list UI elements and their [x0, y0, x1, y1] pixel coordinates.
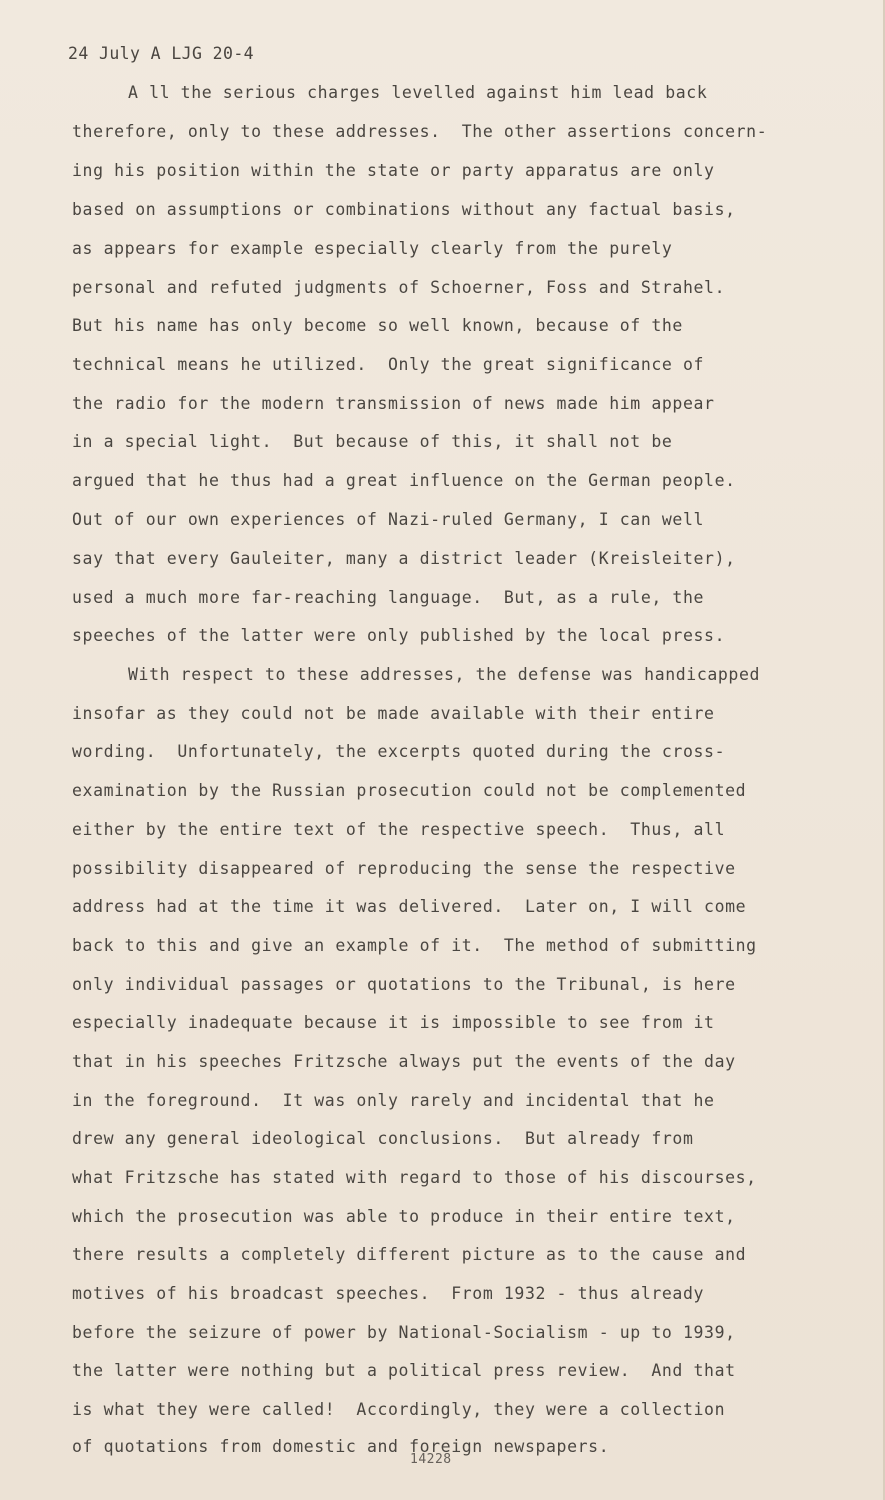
text-line: examination by the Russian prosecution could not be complemented	[72, 781, 747, 800]
text-line: wording. Unfortunately, the excerpts quoted during the cross-	[72, 742, 726, 761]
text-line: ing his position within the state or party apparatus are only	[72, 161, 715, 180]
text-line: speeches of the latter were only published by the local press.	[72, 626, 726, 645]
text-line: personal and refuted judgments of Schoerner, Foss and Strahel.	[72, 278, 726, 297]
text-line: used a much more far-reaching language. But, as a rule, the	[72, 588, 705, 607]
text-line: there results a completely different picture as to the cause and	[72, 1245, 747, 1264]
text-line: especially inadequate because it is impossible to see from it	[72, 1013, 715, 1032]
text-line: possibility disappeared of reproducing the sense the respective	[72, 859, 736, 878]
text-line: motives of his broadcast speeches. From 1932 - thus already	[72, 1284, 705, 1303]
text-line: as appears for example especially clearly from the purely	[72, 239, 673, 258]
text-line: of quotations from domestic and foreign newspapers.	[72, 1437, 610, 1456]
text-line: what Fritzsche has stated with regard to those of his discourses,	[72, 1168, 757, 1187]
text-line: the radio for the modern transmission of news made him appear	[72, 394, 715, 413]
text-line: that in his speeches Fritzsche always put the events of the day	[72, 1052, 736, 1071]
text-line: therefore, only to these addresses. The other assertions concern-	[72, 122, 768, 141]
text-line: in the foreground. It was only rarely and incidental that he	[72, 1091, 715, 1110]
text-line: the latter were nothing but a political press review. And that	[72, 1361, 736, 1380]
text-line: only individual passages or quotations to the Tribunal, is here	[72, 975, 736, 994]
text-line: But his name has only become so well known, because of the	[72, 316, 683, 335]
text-line: before the seizure of power by National-Socialism - up to 1939,	[72, 1323, 736, 1342]
text-line: Out of our own experiences of Nazi-ruled Germany, I can well	[72, 510, 705, 529]
page-number: 14228	[410, 1452, 452, 1467]
text-line: in a special light. But because of this, it shall not be	[72, 432, 673, 451]
text-line: either by the entire text of the respective speech. Thus, all	[72, 820, 726, 839]
text-line: technical means he utilized. Only the great significance of	[72, 355, 705, 374]
document-header: 24 July A LJG 20-4	[68, 44, 255, 63]
text-line: back to this and give an example of it. The method of submitting	[72, 936, 757, 955]
text-line: argued that he thus had a great influence on the German people.	[72, 471, 736, 490]
text-line: is what they were called! Accordingly, they were a collection	[72, 1400, 726, 1419]
text-line: which the prosecution was able to produce in their entire text,	[72, 1207, 736, 1226]
text-line: drew any general ideological conclusions. But already from	[72, 1129, 694, 1148]
text-line: With respect to these addresses, the defense was handicapped	[128, 665, 761, 684]
text-line: say that every Gauleiter, many a district leader (Kreisleiter),	[72, 549, 736, 568]
text-line: based on assumptions or combinations without any factual basis,	[72, 200, 736, 219]
text-line: insofar as they could not be made available with their entire	[72, 704, 715, 723]
text-line: address had at the time it was delivered. Later on, I will come	[72, 897, 747, 916]
text-line: A ll the serious charges levelled against him lead back	[128, 83, 708, 102]
